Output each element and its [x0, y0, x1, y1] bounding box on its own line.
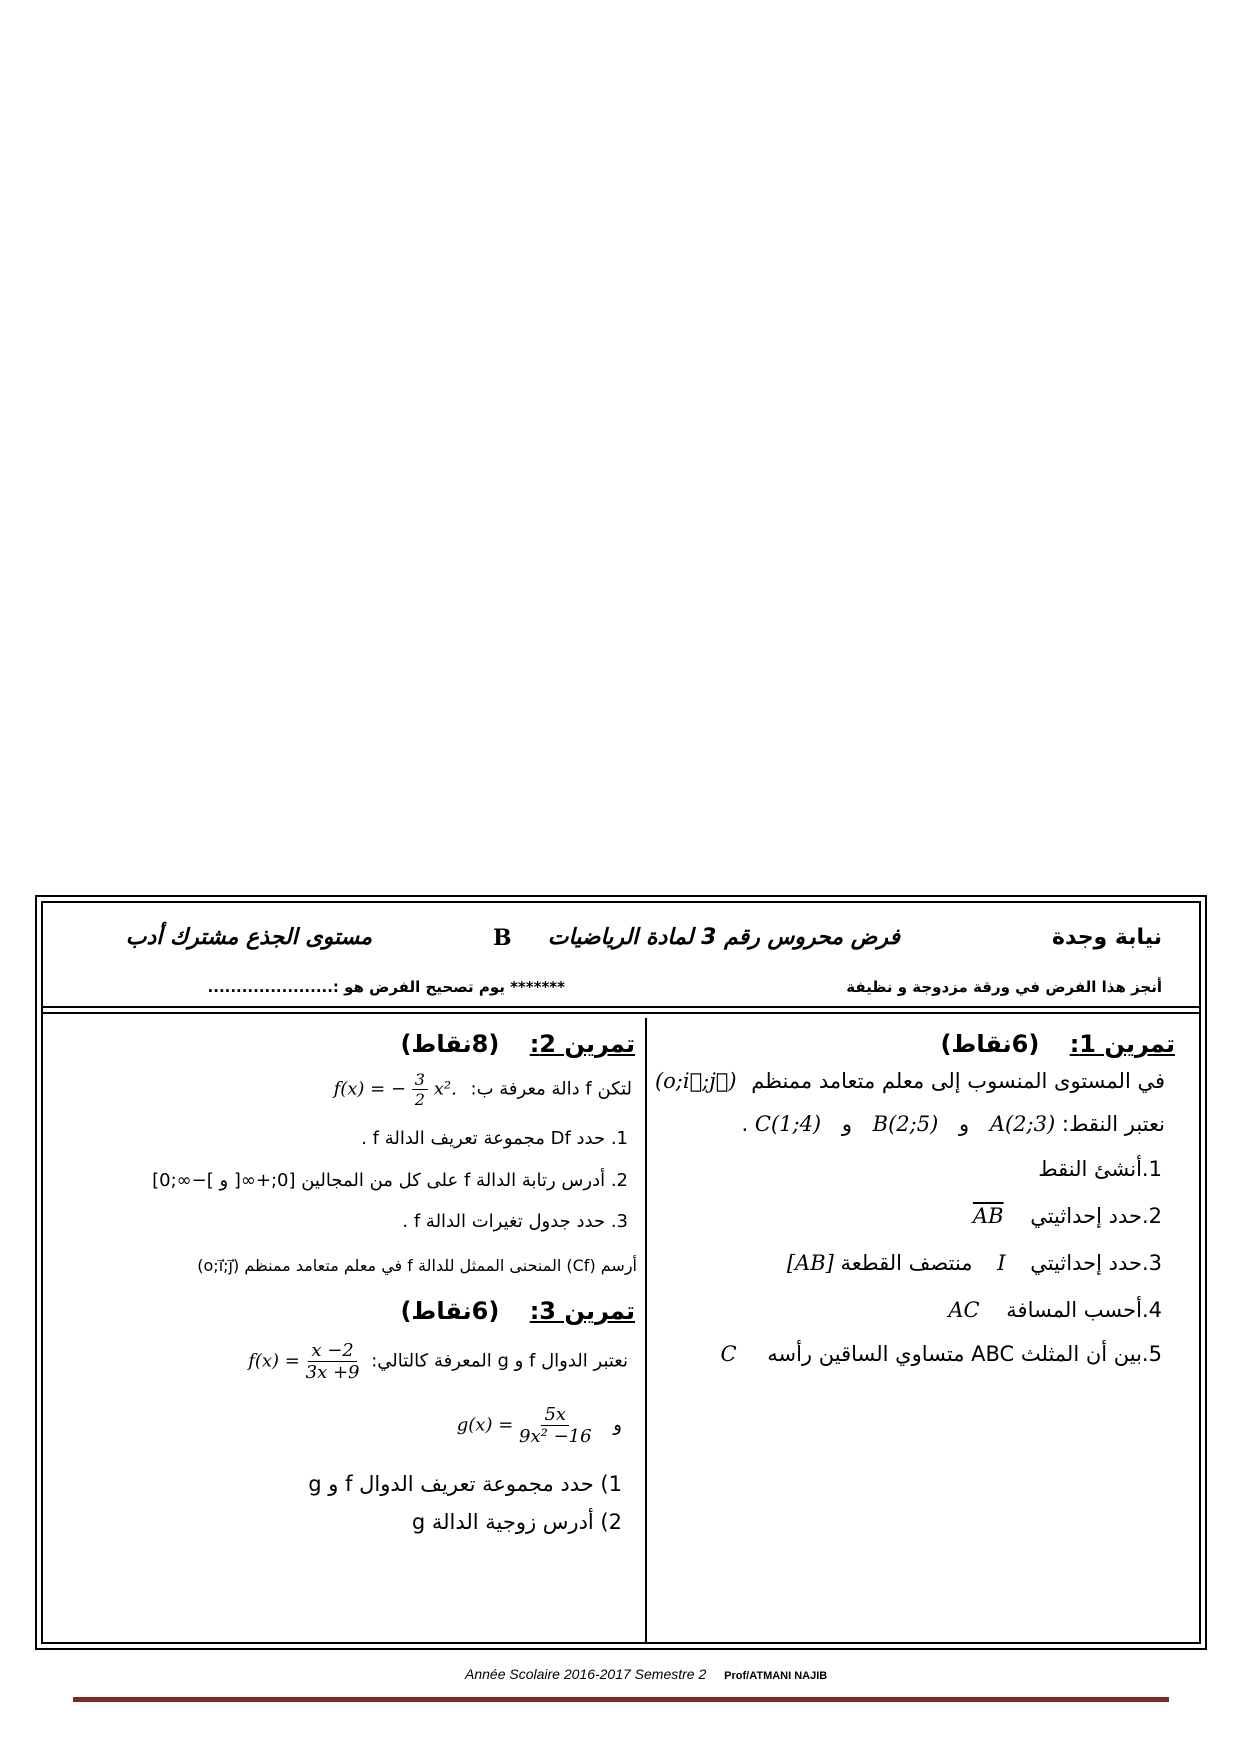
- frac-den: 2: [414, 1090, 425, 1109]
- vector-ab: $\overline{AB}$: [972, 1204, 1004, 1228]
- exercise2-intro: لتكن f دالة معرفة ب: f(x) = − $\frac{3}{2}$ x².: [333, 1070, 632, 1109]
- exercise2-q3: 3. حدد جدول تغيرات الدالة f .: [402, 1211, 628, 1232]
- point-a: A(2;3): [989, 1112, 1056, 1136]
- footer-bar: [73, 1697, 1169, 1702]
- exercise1-q5: [720, 1342, 1162, 1366]
- and-3: و: [613, 1414, 622, 1436]
- segment-ab: [AB]: [786, 1251, 834, 1275]
- exercise3-q1: 1) حدد مجموعة تعريف الدوال f و g: [308, 1472, 622, 1496]
- exercise1-points: (6نقاط): [940, 1030, 1040, 1058]
- exercise1-q2-text: 2.حدد إحداثيتي: [1030, 1204, 1162, 1228]
- exercise3-intro-text: نعتبر الدوال f و g المعرفة كالتالي:: [371, 1350, 628, 1372]
- exercise1-q5-text: 5.بين أن المثلث ABC متساوي الساقين رأسه: [767, 1342, 1162, 1366]
- exercise1-q3: [787, 1251, 1162, 1275]
- exercise2-title: [400, 1030, 635, 1058]
- exercise1-frame: (o;i⃗;j⃗): [654, 1069, 737, 1093]
- exercise3-g-line: [457, 1404, 622, 1447]
- exercise1-q3-rest: منتصف القطعة: [840, 1251, 973, 1275]
- exercise3-heading: تمرين 3:: [529, 1297, 635, 1325]
- f-denominator: 3x +9: [305, 1362, 360, 1383]
- header-divider: [43, 1006, 1199, 1008]
- instruction: أنجز هذا الفرض في ورقة مزدوجة و نظيفة: [846, 978, 1162, 996]
- function-g-label: g(x) =: [456, 1414, 514, 1436]
- exercise1-points-intro: نعتبر النقط:: [1061, 1112, 1165, 1136]
- exercise3-points: (6نقاط): [400, 1297, 500, 1325]
- exercise2-q2: 2. أدرس رتابة الدالة f على كل من المجالين [0;+∞[ و ]−∞;0]: [152, 1170, 628, 1191]
- exercise1-intro-text: في المستوى المنسوب إلى معلم متعامد ممنظم: [751, 1069, 1165, 1093]
- exercise1-q1: 1.أنشئ النقط: [1038, 1157, 1162, 1181]
- footer-line: [465, 1666, 827, 1682]
- and-2: و: [841, 1112, 852, 1136]
- version-letter: B: [493, 925, 512, 951]
- point-c: C(1;4): [754, 1112, 822, 1136]
- exercise1-intro: [655, 1069, 1165, 1093]
- exercise1-q4-text: 4.أحسب المسافة: [1006, 1298, 1162, 1322]
- exam-title: فرض محروس رقم 3 لمادة الرياضيات: [547, 925, 900, 950]
- exercise2-q4: أرسم (Cf) المنحنى الممثل للدالة f في معلم متعامد ممنظم (o;i⃗;j⃗): [197, 1256, 637, 1275]
- f-numerator: x −2: [308, 1340, 356, 1362]
- column-divider: [645, 1018, 647, 1642]
- exercise1-heading: تمرين 1:: [1069, 1030, 1175, 1058]
- correction-day: ******* يوم تصحيح الفرض هو :......................: [207, 978, 565, 996]
- professor: Prof/ATMANI NAJIB: [724, 1670, 828, 1682]
- vertex-c: C: [720, 1342, 737, 1366]
- exercise1-q2: [973, 1204, 1162, 1228]
- exercise2-q1: 1. حدد Df مجموعة تعريف الدالة f .: [361, 1128, 628, 1149]
- exercise3-q2: 2) أدرس زوجية الدالة g: [411, 1510, 622, 1534]
- exercise1-q3-text: 3.حدد إحداثيتي: [1030, 1251, 1162, 1275]
- function-f-lhs: f(x) = −: [333, 1078, 407, 1100]
- exercise3-intro: [248, 1340, 628, 1383]
- function-f-label: f(x) =: [248, 1350, 300, 1372]
- exercise2-intro-text: لتكن f دالة معرفة ب:: [470, 1078, 632, 1100]
- exercise3-title: [400, 1297, 635, 1325]
- g-numerator: 5x: [541, 1404, 569, 1426]
- midpoint-i: I: [997, 1251, 1006, 1275]
- exercise1-title: [940, 1030, 1175, 1058]
- header-divider-2: [43, 1012, 1199, 1014]
- directorate: نيابة وجدة: [1052, 925, 1162, 950]
- exercise1-points-line: نعتبر النقط: A(2;3) و B(2;5) و C(1;4) .: [741, 1112, 1165, 1136]
- exercise2-heading: تمرين 2:: [529, 1030, 635, 1058]
- and-1: و: [958, 1112, 970, 1136]
- g-denominator: 9x² −16: [519, 1426, 592, 1447]
- exercise2-points: (8نقاط): [400, 1030, 500, 1058]
- point-b: B(2;5): [872, 1112, 939, 1136]
- distance-ac: AC: [948, 1298, 980, 1322]
- level: مستوى الجذع مشترك أدب: [125, 925, 372, 950]
- function-f-tail: x²: [433, 1078, 452, 1100]
- frac-num: 3: [412, 1070, 428, 1090]
- school-year: Année Scolaire 2016-2017 Semestre 2: [465, 1666, 707, 1682]
- exercise1-q4: [948, 1298, 1162, 1322]
